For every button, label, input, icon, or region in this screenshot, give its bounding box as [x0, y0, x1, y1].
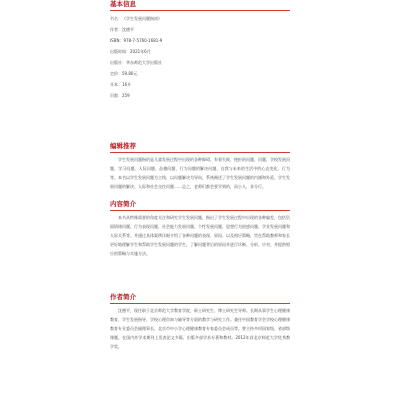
basic-info-list: [110, 16, 290, 98]
section-divider: [110, 303, 290, 304]
basic-info-label: 定价：: [110, 71, 122, 76]
section-divider: [110, 152, 290, 153]
basic-info-value: 978-7-5760-1681-9: [123, 38, 163, 43]
basic-info-item: [110, 16, 290, 21]
basic-info-item: [110, 27, 290, 32]
section-divider: [110, 210, 290, 211]
book-info-page: [110, 0, 290, 400]
basic-info-value: 《学生发展问题指南》: [122, 16, 162, 21]
basic-info-item: [110, 82, 290, 87]
basic-info-item: [110, 71, 290, 76]
basic-info-label: 作者：: [110, 27, 122, 32]
author-intro-text: 沈德平，现任职于北京师范大学教育学院，硕士研究生、博士研究生导师。长期从事学生心理健康教育、学生发展指导、学校心理咨询与辅导等方面的教学与研究工作。兼任中国教育学会学校心理健康教育专业委员会副理事长、北京市中小学心理健康教育专家委员会成员等。曾主持多项国家级、省部级课题，在国内外学术期刊上发表论文多篇，出版多部学术专著和教材。2012年获北京师范大学优秀教学奖。: [110, 308, 290, 349]
basic-info-item: [110, 38, 290, 43]
basic-info-item: [110, 93, 290, 98]
basic-info-value: 沈德平: [122, 27, 134, 32]
basic-info-value: 259: [122, 93, 130, 98]
content-intro-text: 本书从特殊需要的角度关注和研究学生发展问题，指出了学生发展过程中出现的各种偏差，包括负面情绪问题、行为表现问题、社会能力发展问题、个性发展问题、思想行为困惑问题、学业发展问题和人际关系等。并通过具体案例详细介绍了各种问题的表现、原因、以及相应策略，旨在帮助教师和家长更好地理解学生和帮助学生发展问题的学生，了解问题背后的原因并进行诊断、分析、应对，并提供相应的策略与实施方法。: [110, 215, 290, 256]
content-intro-section: [110, 200, 290, 258]
basic-info-value: 16开: [122, 82, 132, 87]
basic-info-label: 开本：: [110, 82, 122, 87]
author-intro-section: [110, 293, 290, 351]
basic-info-label: 出版时间：: [110, 49, 130, 54]
basic-info-value: 2021年6月: [130, 49, 151, 54]
basic-info-label: ISBN：: [110, 38, 124, 43]
editor-recommendation-title: 编辑推荐: [110, 142, 136, 150]
basic-info-item: [110, 49, 290, 54]
basic-info-section: [110, 0, 290, 104]
editor-recommendation-text: 学生发展问题指的是儿童发展过程中出现的各种障碍、有着失败、挫折的问题、问题、学校发展问题、学习问题、人际问题、品德问题、行为问题的解决问题、自我与未来的生活中的心态变化、行为等。本书以学生发展问题为主线，以问题解决为导向，系统阐述了学生发展问题的内涵和外延。学生发展问题的解决、人际和社会交往问题……总之，老师们都会要学到的，而小人，非分行。: [110, 157, 290, 189]
basic-info-value: 59.80元: [122, 71, 138, 76]
basic-info-label: 页数：: [110, 93, 122, 98]
basic-info-label: 书名：: [110, 16, 122, 21]
basic-info-label: 出版社：: [110, 60, 126, 65]
basic-info-value: 华东师范大学出版社: [126, 60, 162, 65]
basic-info-title: 基本信息: [110, 0, 136, 8]
content-intro-title: 内容简介: [110, 200, 136, 208]
editor-recommendation-section: [110, 142, 290, 191]
section-divider: [110, 10, 290, 11]
author-intro-title: 作者简介: [110, 293, 136, 301]
basic-info-item: [110, 60, 290, 65]
